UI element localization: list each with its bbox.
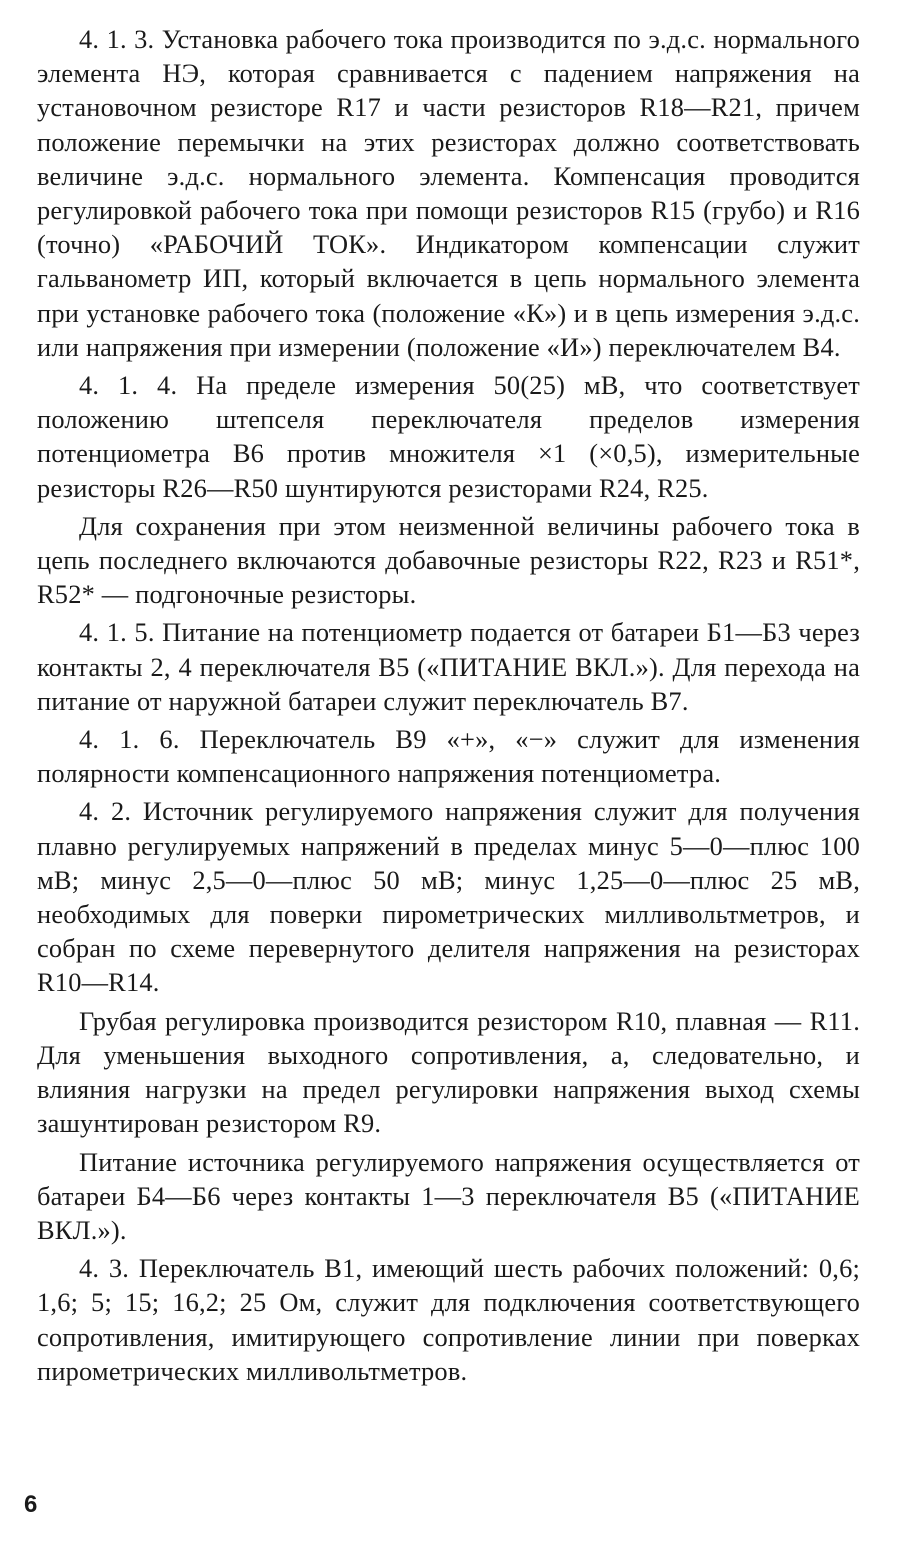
paragraph-coarse-adjustment: Грубая регулировка производится резистором R10, плавная — R11. Для уменьшения выходного сопротивления, а, следовательно, и влияния нагрузки на предел регулировки напряжения выход схемы зашунтирован резистором R9. — [37, 1005, 860, 1139]
paragraph-working-current: Для сохранения при этом неизменной величины рабочего тока в цепь последнего включаются добавочные резисторы R22, R23 и R51*, R52* — подгоночные резисторы. — [37, 510, 860, 610]
page-number: 6 — [24, 1491, 38, 1518]
paragraph-4-3: 4. 3. Переключатель В1, имеющий шесть рабочих положений: 0,6; 1,6; 5; 15; 16,2; 25 Ом, служит для подключения соответствующего сопротивления, имитирующего сопротивление линии при поверках пирометрических милливольтметров. — [37, 1253, 860, 1386]
paragraph-4-2: 4. 2. Источник регулируемого напряжения служит для получения плавно регулируемых напряжений в пределах минус 5—0—плюс 100 мВ; минус 2,5—0—плюс 50 мВ; минус 1,25—0—плюс 25 мВ, необходимых для поверки пирометрических милливольтметров, и собран по схеме перевернутого делителя напряжения на резисторах R10—R14. — [37, 796, 860, 998]
paragraph-4-1-5: 4. 1. 5. Питание на потенциометр подается от батареи Б1—Б3 через контакты 2, 4 переключателя В5 («ПИТАНИЕ ВКЛ.»). Для перехода на питание от наружной батареи служит переключатель В7. — [37, 617, 860, 716]
paragraph-power-supply: Питание источника регулируемого напряжения осуществляется от батареи Б4—Б6 через контакты 1—3 переключателя В5 («ПИТАНИЕ ВКЛ.»). — [37, 1146, 860, 1245]
paragraph-4-1-6: 4. 1. 6. Переключатель В9 «+», «−» служит для изменения полярности компенсационного напряжения потенциометра. — [37, 724, 860, 789]
paragraph-4-1-3: 4. 1. 3. Установка рабочего тока производится по э.д.с. нормального элемента НЭ, которая сравнивается с падением напряжения на установочном резисторе R17 и части резисторов R18—R21, причем положение перемычки на этих резисторах должно соответствовать величине э.д.с. нормального элемента. Компенсация проводится регулировкой рабочего тока при помощи резисторов R15 (грубо) и R16 (точно) «РАБОЧИЙ ТОК». Индикатором компенсации служит гальванометр ИП, который включается в цепь нормального элемента при установке рабочего тока (положение «К») и в цепь измерения э.д.с. или напряжения при измерении (положение «И») переключателем В4. — [37, 24, 860, 362]
page-body — [37, 22, 860, 1388]
paragraph-4-1-4: 4. 1. 4. На пределе измерения 50(25) мВ, что соответствует положению штепселя переключателя пределов измерения потенциометра В6 против множителя ×1 (×0,5), измерительные резисторы R26—R50 шунтируются резисторами R24, R25. — [37, 370, 860, 503]
